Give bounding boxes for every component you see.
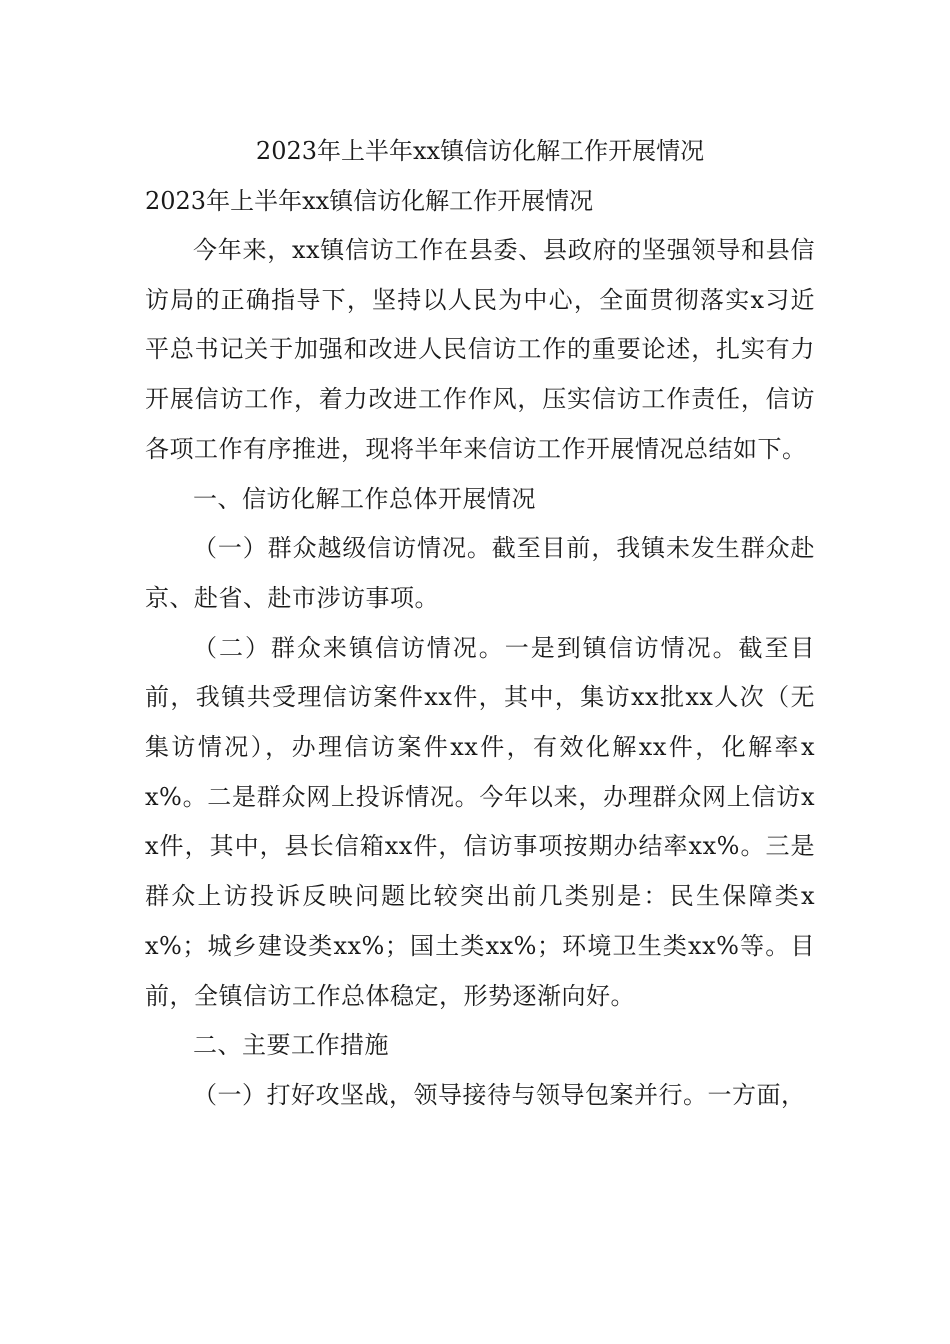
section-heading-overview: 一、信访化解工作总体开展情况: [193, 484, 536, 513]
paragraph-cross-level-petitions: （一）群众越级信访情况。截至目前，我镇未发生群众赴京、赴省、赴市涉访事项。: [145, 534, 815, 612]
intro-paragraph: 今年来，xx镇信访工作在县委、县政府的坚强领导和县信访局的正确指导下，坚持以人民为中心，全面贯彻落实x习近平总书记关于加强和改进人民信访工作的重要论述，扎实有力开展信访工作，着力改进工作作风，压实信访工作责任，信访各项工作有序推进，现将半年来信访工作开展情况总结如下。: [145, 236, 815, 463]
document-body: [145, 126, 815, 1121]
section-heading-measures: 二、主要工作措施: [193, 1031, 389, 1060]
document-subtitle: 2023年上半年xx镇信访化解工作开展情况: [145, 187, 594, 215]
paragraph-measure-one: （一）打好攻坚战，领导接待与领导包案并行。一方面，: [193, 1080, 806, 1109]
document-title: 2023年上半年xx镇信访化解工作开展情况: [255, 137, 705, 165]
paragraph-town-petitions: （二）群众来镇信访情况。一是到镇信访情况。截至目前，我镇共受理信访案件xx件，其中，集访xx批xx人次（无集访情况），办理信访案件xx件，有效化解xx件，化解率xx%。二是群众网上投诉情况。今年以来，办理群众网上信访xx件，其中，县长信箱xx件，信访事项按期办结率xx%。三是群众上访投诉反映问题比较突出前几类别是：民生保障类xx%；城乡建设类xx%；国土类xx%；环境卫生类xx%等。目前，全镇信访工作总体稳定，形势逐渐向好。: [145, 633, 815, 1010]
